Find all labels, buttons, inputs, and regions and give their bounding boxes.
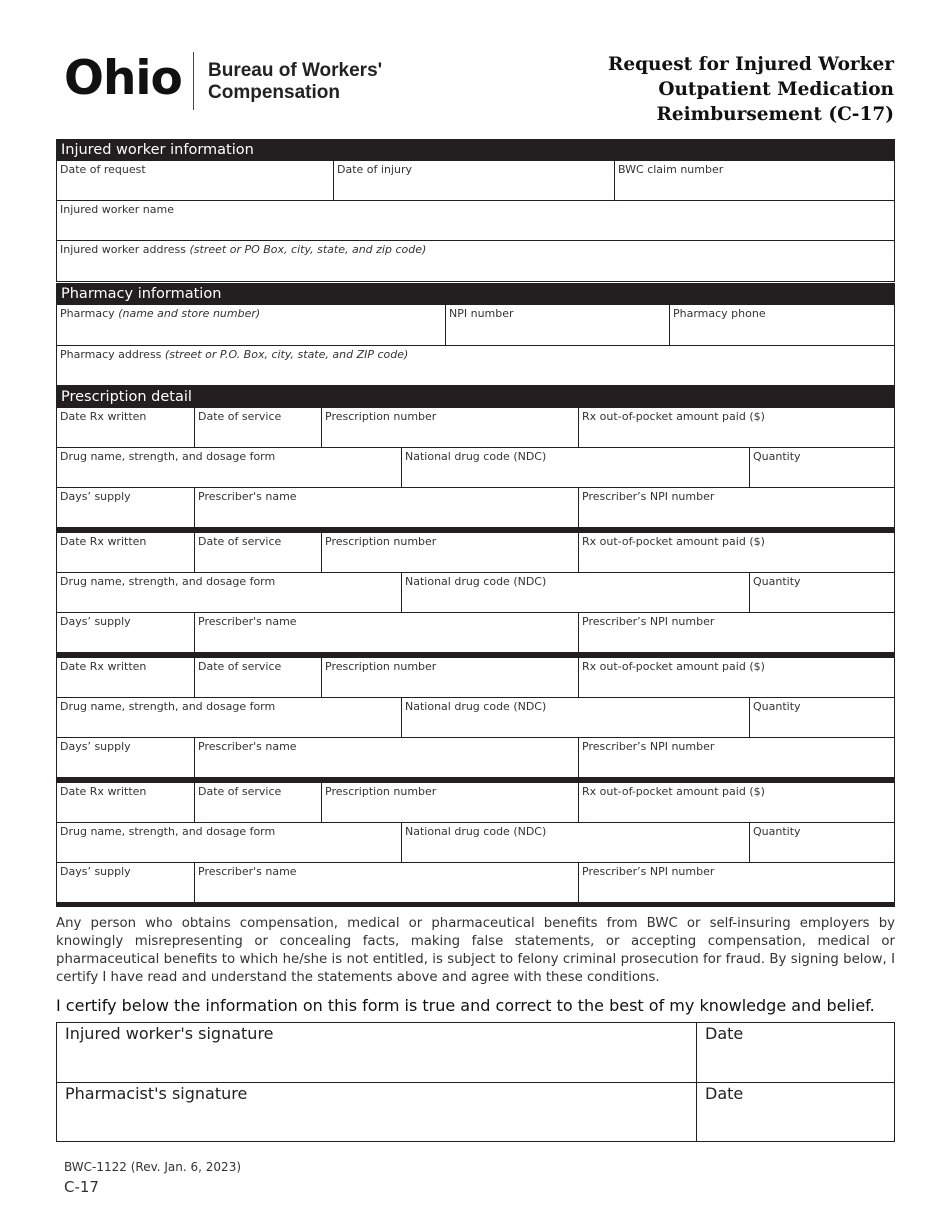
worker-date-label: Date (705, 1024, 744, 1043)
agency-line-2: Compensation (208, 82, 340, 103)
date-rx-written-field-1[interactable] (56, 407, 195, 448)
pharmacy-npi-field[interactable] (445, 304, 670, 346)
date-of-service-label: Date of service (198, 535, 282, 548)
worker-name-field[interactable] (56, 200, 895, 241)
prescriber-name-field-3[interactable] (194, 737, 579, 778)
ohio-logo: Ohio (64, 51, 182, 106)
drug-name-field-1[interactable] (56, 447, 402, 488)
prescriber-name-field-2[interactable] (194, 612, 579, 653)
worker-address-label: Injured worker address (60, 243, 187, 256)
quantity-label: Quantity (753, 700, 801, 713)
quantity-label: Quantity (753, 825, 801, 838)
quantity-label: Quantity (753, 450, 801, 463)
date-of-request-label: Date of request (60, 163, 146, 176)
pharmacy-name-hint: (name and store number) (118, 307, 261, 320)
worker-address-field[interactable] (56, 240, 895, 282)
prescription-number-field-2[interactable] (321, 532, 579, 573)
days-supply-label: Days’ supply (60, 615, 131, 628)
ndc-field-4[interactable] (401, 822, 750, 863)
date-of-service-field-1[interactable] (194, 407, 322, 448)
worker-address-hint: (street or PO Box, city, state, and zip code) (189, 243, 427, 256)
drug-name-label: Drug name, strength, and dosage form (60, 450, 276, 463)
date-of-service-label: Date of service (198, 410, 282, 423)
ndc-field-3[interactable] (401, 697, 750, 738)
pharmacist-signature-field[interactable] (56, 1082, 697, 1142)
days-supply-label: Days’ supply (60, 865, 131, 878)
amount-paid-field-3[interactable] (578, 657, 895, 698)
date-of-injury-field[interactable] (333, 160, 615, 201)
amount-paid-field-2[interactable] (578, 532, 895, 573)
prescriber-npi-label: Prescriber’s NPI number (582, 490, 715, 503)
date-rx-written-field-2[interactable] (56, 532, 195, 573)
prescription-number-field-1[interactable] (321, 407, 579, 448)
certification-statement: I certify below the information on this form is true and correct to the best of my knowledge and belief. (56, 996, 875, 1015)
ndc-label: National drug code (NDC) (405, 575, 547, 588)
date-rx-written-label: Date Rx written (60, 535, 147, 548)
date-rx-written-field-4[interactable] (56, 782, 195, 823)
ndc-field-1[interactable] (401, 447, 750, 488)
prescription-number-label: Prescription number (325, 785, 437, 798)
amount-paid-label: Rx out-of-pocket amount paid ($) (582, 535, 765, 548)
ndc-label: National drug code (NDC) (405, 450, 547, 463)
agency-name (208, 60, 382, 104)
prescriber-npi-label: Prescriber’s NPI number (582, 865, 715, 878)
title-line-1: Request for Injured Worker (607, 54, 894, 75)
date-of-service-field-3[interactable] (194, 657, 322, 698)
days-supply-field-3[interactable] (56, 737, 195, 778)
title-line-2: Outpatient Medication (658, 79, 894, 100)
prescriber-npi-field-4[interactable] (578, 862, 895, 903)
amount-paid-label: Rx out-of-pocket amount paid ($) (582, 660, 765, 673)
date-of-request-field[interactable] (56, 160, 334, 201)
date-of-service-field-4[interactable] (194, 782, 322, 823)
pharmacy-phone-label: Pharmacy phone (673, 307, 766, 320)
prescription-number-label: Prescription number (325, 660, 437, 673)
prescriber-name-field-1[interactable] (194, 487, 579, 528)
prescriber-npi-field-3[interactable] (578, 737, 895, 778)
days-supply-label: Days’ supply (60, 490, 131, 503)
block-divider (56, 903, 895, 907)
drug-name-label: Drug name, strength, and dosage form (60, 825, 276, 838)
worker-signature-date-field[interactable] (696, 1022, 895, 1083)
prescriber-name-label: Prescriber's name (198, 615, 297, 628)
days-supply-field-2[interactable] (56, 612, 195, 653)
quantity-field-3[interactable] (749, 697, 895, 738)
days-supply-field-4[interactable] (56, 862, 195, 903)
prescription-number-label: Prescription number (325, 410, 437, 423)
ndc-field-2[interactable] (401, 572, 750, 613)
date-of-injury-label: Date of injury (337, 163, 412, 176)
prescriber-npi-label: Prescriber’s NPI number (582, 740, 715, 753)
pharmacy-address-hint: (street or P.O. Box, city, state, and ZIP code) (164, 348, 409, 361)
claim-number-label: BWC claim number (618, 163, 724, 176)
worker-signature-field[interactable] (56, 1022, 697, 1083)
amount-paid-field-4[interactable] (578, 782, 895, 823)
form-title (608, 52, 894, 127)
pharmacist-signature-date-field[interactable] (696, 1082, 895, 1142)
section-prescription: Prescription detail (56, 386, 895, 407)
legal-statement: Any person who obtains compensation, medical or pharmaceutical benefits from BWC or self-insuring employers by knowingly misrepresenting or concealing facts, making false statements, or accepting compensation, medical or pharmaceutical benefits to which he/she is not entitled, is subject to felony criminal prosecution for fraud. By signing below, I certify I have read and understand the statements above and agree with these conditions. (56, 916, 895, 985)
date-rx-written-label: Date Rx written (60, 660, 147, 673)
drug-name-field-4[interactable] (56, 822, 402, 863)
pharmacy-phone-field[interactable] (669, 304, 895, 346)
quantity-field-4[interactable] (749, 822, 895, 863)
drug-name-label: Drug name, strength, and dosage form (60, 700, 276, 713)
amount-paid-label: Rx out-of-pocket amount paid ($) (582, 785, 765, 798)
worker-signature-label: Injured worker's signature (65, 1024, 274, 1043)
ndc-label: National drug code (NDC) (405, 825, 547, 838)
date-rx-written-label: Date Rx written (60, 410, 147, 423)
agency-line-1: Bureau of Workers' (208, 60, 383, 81)
pharmacy-address-label: Pharmacy address (60, 348, 162, 361)
days-supply-field-1[interactable] (56, 487, 195, 528)
prescriber-name-field-4[interactable] (194, 862, 579, 903)
date-of-service-field-2[interactable] (194, 532, 322, 573)
pharmacist-signature-label: Pharmacist's signature (65, 1084, 248, 1103)
pharmacist-date-label: Date (705, 1084, 744, 1103)
pharmacy-npi-label: NPI number (449, 307, 514, 320)
prescriber-npi-field-1[interactable] (578, 487, 895, 528)
pharmacy-name-field[interactable] (56, 304, 446, 346)
logo-divider (193, 52, 194, 110)
prescriber-npi-field-2[interactable] (578, 612, 895, 653)
quantity-field-1[interactable] (749, 447, 895, 488)
prescription-number-label: Prescription number (325, 535, 437, 548)
prescriber-name-label: Prescriber's name (198, 490, 297, 503)
form-id: BWC-1122 (Rev. Jan. 6, 2023) (64, 1160, 242, 1174)
drug-name-label: Drug name, strength, and dosage form (60, 575, 276, 588)
prescriber-name-label: Prescriber's name (198, 865, 297, 878)
quantity-label: Quantity (753, 575, 801, 588)
prescriber-name-label: Prescriber's name (198, 740, 297, 753)
pharmacy-name-label: Pharmacy (60, 307, 115, 320)
section-injured-worker: Injured worker information (56, 139, 895, 160)
date-of-service-label: Date of service (198, 785, 282, 798)
prescriber-npi-label: Prescriber’s NPI number (582, 615, 715, 628)
form-code: C-17 (64, 1178, 99, 1196)
date-rx-written-field-3[interactable] (56, 657, 195, 698)
ndc-label: National drug code (NDC) (405, 700, 547, 713)
amount-paid-label: Rx out-of-pocket amount paid ($) (582, 410, 765, 423)
prescription-number-field-4[interactable] (321, 782, 579, 823)
prescription-number-field-3[interactable] (321, 657, 579, 698)
drug-name-field-2[interactable] (56, 572, 402, 613)
title-line-3: Reimbursement (C-17) (656, 104, 894, 125)
quantity-field-2[interactable] (749, 572, 895, 613)
section-pharmacy: Pharmacy information (56, 283, 895, 304)
date-rx-written-label: Date Rx written (60, 785, 147, 798)
date-of-service-label: Date of service (198, 660, 282, 673)
claim-number-field[interactable] (614, 160, 895, 201)
pharmacy-address-field[interactable] (56, 345, 895, 386)
drug-name-field-3[interactable] (56, 697, 402, 738)
amount-paid-field-1[interactable] (578, 407, 895, 448)
days-supply-label: Days’ supply (60, 740, 131, 753)
worker-name-label: Injured worker name (60, 203, 174, 216)
